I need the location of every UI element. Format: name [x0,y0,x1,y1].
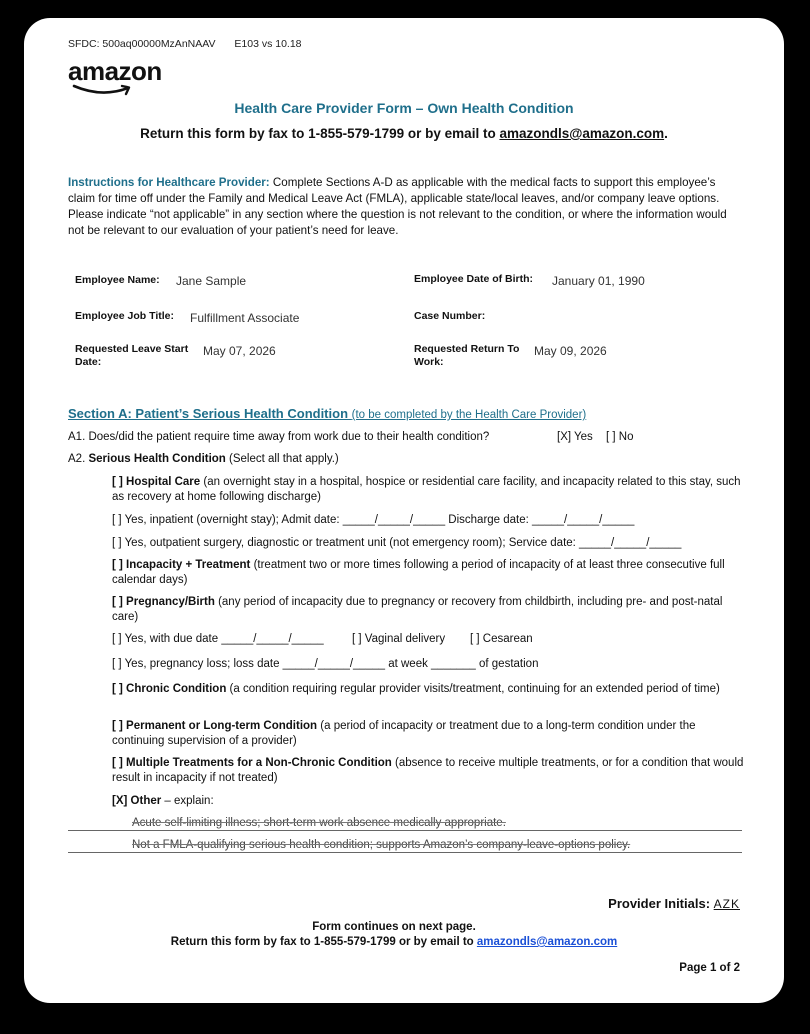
chronic-desc: (a condition requiring regular provider visits/treatment, continuing for an extended period of time) [226,683,720,695]
other-option[interactable] [112,794,214,809]
return-to-work-value[interactable]: May 09, 2026 [534,344,607,358]
smile-arrow-icon [72,84,134,96]
incapacity-treatment-option[interactable] [112,558,746,588]
leave-start-label-line2: Date: [75,356,102,368]
outpatient-option[interactable]: [ ] Yes, outpatient surgery, diagnostic or treatment unit (not emergency room); Service date: _____/_____/_____ [112,537,682,549]
footer-email-link[interactable]: amazondls@amazon.com [476,936,618,948]
other-checkbox[interactable]: [X] [112,795,128,807]
employee-name-value[interactable]: Jane Sample [176,274,247,288]
vaginal-delivery-checkbox[interactable]: [ ] Vaginal delivery [352,633,446,645]
a2-prefix: A2. [68,453,89,465]
footer-return-instructions [24,936,764,948]
return-instructions [24,126,784,141]
multiple-treatments-option[interactable] [112,756,746,786]
case-number-label: Case Number: [414,310,486,322]
inpatient-option[interactable]: [ ] Yes, inpatient (overnight stay); Admit date: _____/_____/_____ Discharge date: _____/_____/_____ [112,514,635,526]
other-explanation-line2[interactable]: Not a FMLA-qualifying serious health condition; supports Amazon’s company-leave-options policy. [132,839,631,851]
explanation-rule-2 [68,852,742,853]
instructions-paragraph [68,175,744,239]
multiple-title: [ ] Multiple Treatments for a Non-Chronic Condition [112,757,392,769]
pregnancy-loss-option[interactable]: [ ] Yes, pregnancy loss; loss date _____/_____/_____ at week _______ of gestation [112,658,539,670]
provider-initials-value[interactable]: AZK [713,897,740,911]
permanent-title: [ ] Permanent or Long-term Condition [112,720,318,732]
instructions-lead: Instructions for Healthcare Provider: [68,176,270,189]
instructions-text: Complete Sections A-D as applicable with the medical facts to support this employee’s claim for time off under the Family and Medical Leave Act (FMLA), applicable state/local leaves, and/or company leave options. Please indicate “not applicable” in any section where the question is not relevant to the condition, or where the information would not be relevant to our evaluation of your patient’s need for leave. [68,176,727,237]
other-rest: – explain: [161,795,214,807]
return-to-work-label [414,343,519,369]
chronic-condition-option[interactable] [112,682,746,697]
amazon-logo [68,56,168,100]
a1-no-checkbox[interactable]: [ ] No [606,431,634,443]
form-page [24,18,784,1003]
footer-return-text: Return this form by fax to 1-855-579-1799 or by email to [170,936,477,948]
employee-dob-label: Employee Date of Birth: [414,273,534,285]
multiple-desc: (absence to receive multiple treatments, or for a condition that would result in incapacity if not treated) [112,757,744,784]
return-suffix: . [664,126,668,141]
explanation-rule-1 [68,830,742,831]
return-text: Return this form by fax to 1-855-579-1799 or by email to [140,126,500,141]
return-to-work-label-line1: Requested Return To [414,343,520,355]
incapacity-title: [ ] Incapacity + Treatment [112,559,251,571]
permanent-condition-option[interactable] [112,719,746,749]
section-a-heading [68,406,586,421]
pregnancy-title: [ ] Pregnancy/Birth [112,596,215,608]
due-date-option[interactable]: [ ] Yes, with due date _____/_____/_____ [112,633,324,645]
leave-start-value[interactable]: May 07, 2026 [203,344,276,358]
return-to-work-label-line2: Work: [414,356,444,368]
other-title: Other [127,795,162,807]
employee-dob-value[interactable]: January 01, 1990 [552,274,645,288]
other-explanation-line1[interactable]: Acute self-limiting illness; short-term work absence medically appropriate. [132,817,506,829]
document-meta [68,38,302,50]
job-title-value[interactable]: Fulfillment Associate [190,311,300,325]
form-continues-note: Form continues on next page. [312,921,476,933]
a1-yes-checkbox[interactable]: [X] Yes [557,431,593,443]
a2-bold: Serious Health Condition [88,453,226,465]
section-a-title: Section A: Patient’s Serious Health Condition [68,406,349,421]
a1-question: A1. Does/did the patient require time away from work due to their health condition? [68,431,490,443]
provider-initials [608,896,740,911]
chronic-title: [ ] Chronic Condition [112,683,227,695]
permanent-desc: (a period of incapacity or treatment due to a long-term condition under the continuing supervision of a provider) [112,720,696,747]
form-title: Health Care Provider Form – Own Health Condition [234,100,574,116]
a2-heading [68,452,339,467]
hospital-care-desc: (an overnight stay in a hospital, hospice or residential care facility, and incapacity related to this stay, such as recovery at home following discharge) [112,476,741,503]
hospital-care-option[interactable] [112,475,746,505]
pregnancy-birth-option[interactable] [112,595,746,625]
form-version: E103 vs 10.18 [234,38,302,50]
sfdc-id: SFDC: 500aq00000MzAnNAAV [68,38,216,50]
pregnancy-desc: (any period of incapacity due to pregnancy or recovery from childbirth, including pre- and post-natal care) [112,596,723,623]
a2-rest: (Select all that apply.) [225,453,339,465]
section-a-subtitle: (to be completed by the Health Care Provider) [351,409,587,421]
return-email-link[interactable]: amazondls@amazon.com [499,126,665,141]
incapacity-desc: (treatment two or more times following a period of incapacity of at least three consecutive full calendar days) [112,559,725,586]
provider-initials-label: Provider Initials: [608,896,711,911]
hospital-care-title: [ ] Hospital Care [112,476,201,488]
employee-name-label: Employee Name: [75,274,160,286]
cesarean-checkbox[interactable]: [ ] Cesarean [470,633,533,645]
leave-start-label-line1: Requested Leave Start [75,343,189,355]
job-title-label: Employee Job Title: [75,310,174,322]
logo-wordmark: amazon [68,56,162,86]
leave-start-label [75,343,188,369]
page-number: Page 1 of 2 [679,962,740,974]
